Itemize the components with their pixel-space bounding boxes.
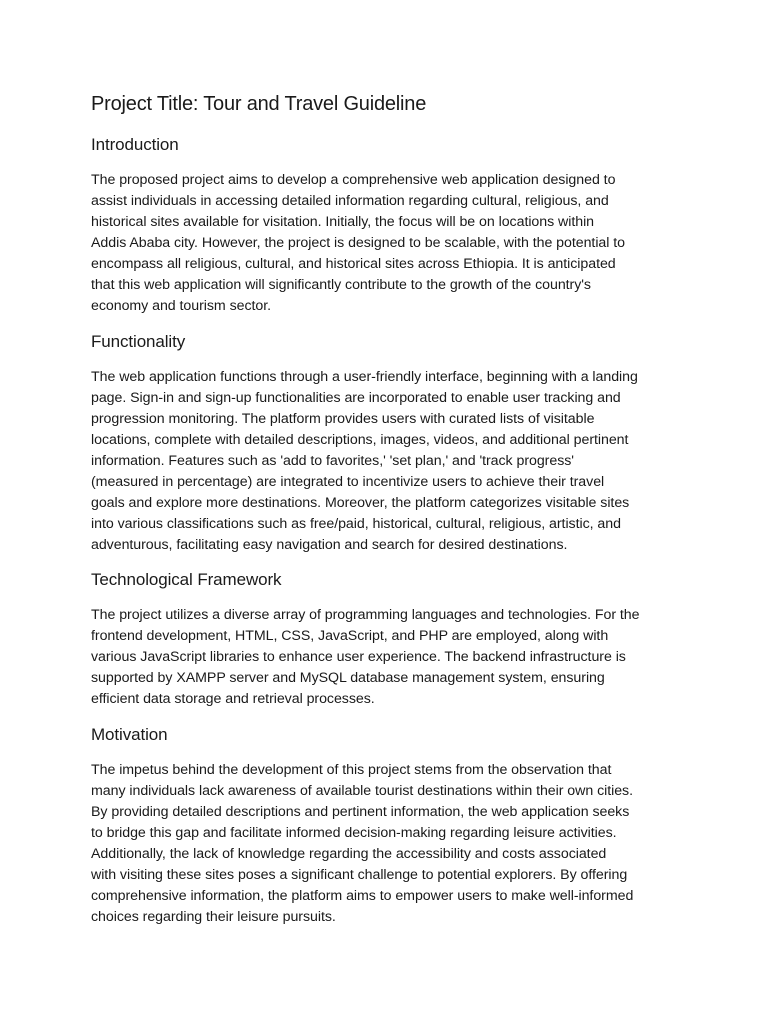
section-heading-technological-framework: Technological Framework	[91, 570, 282, 589]
paragraph-line: frontend development, HTML, CSS, JavaScript, and PHP are employed, along with	[91, 628, 609, 644]
paragraph-line: adventurous, facilitating easy navigation and search for desired destinations.	[91, 537, 568, 553]
paragraph-line: economy and tourism sector.	[91, 298, 272, 314]
paragraph-line: with visiting these sites poses a significant challenge to potential explorers. By offering	[91, 867, 628, 883]
paragraph-line: locations, complete with detailed descriptions, images, videos, and additional pertinent	[91, 432, 629, 448]
paragraph-line: goals and explore more destinations. Moreover, the platform categorizes visitable sites	[91, 495, 630, 511]
paragraph-line: comprehensive information, the platform aims to empower users to make well-informed	[91, 888, 634, 904]
paragraph-line: historical sites available for visitation. Initially, the focus will be on locations within	[91, 214, 595, 230]
section-body-motivation	[91, 760, 691, 928]
paragraph-line: supported by XAMPP server and MySQL database management system, ensuring	[91, 670, 605, 686]
paragraph-line: (measured in percentage) are integrated to incentivize users to achieve their travel	[91, 474, 605, 490]
paragraph-line: Additionally, the lack of knowledge regarding the accessibility and costs associated	[91, 846, 607, 862]
paragraph-line: choices regarding their leisure pursuits.	[91, 909, 336, 925]
paragraph-line: Addis Ababa city. However, the project is designed to be scalable, with the potential to	[91, 235, 625, 251]
paragraph-line: page. Sign-in and sign-up functionalities are incorporated to enable user tracking and	[91, 390, 621, 406]
paragraph-line: information. Features such as 'add to favorites,' 'set plan,' and 'track progress'	[91, 453, 574, 469]
paragraph-line: The project utilizes a diverse array of programming languages and technologies. For the	[91, 607, 640, 623]
paragraph-line: By providing detailed descriptions and pertinent information, the web application seeks	[91, 804, 630, 820]
section-body-technological-framework	[91, 605, 691, 710]
paragraph-line: efficient data storage and retrieval processes.	[91, 691, 375, 707]
paragraph-line: various JavaScript libraries to enhance user experience. The backend infrastructure is	[91, 649, 626, 665]
paragraph-line: assist individuals in accessing detailed information regarding cultural, religious, and	[91, 193, 609, 209]
paragraph-line: that this web application will significantly contribute to the growth of the country's	[91, 277, 591, 293]
paragraph-line: The proposed project aims to develop a comprehensive web application designed to	[91, 172, 616, 188]
section-heading-motivation: Motivation	[91, 725, 168, 744]
paragraph-line: to bridge this gap and facilitate informed decision-making regarding leisure activities.	[91, 825, 617, 841]
paragraph-line: The web application functions through a user-friendly interface, beginning with a landing	[91, 369, 638, 385]
section-body-introduction	[91, 170, 691, 317]
paragraph-line: encompass all religious, cultural, and historical sites across Ethiopia. It is anticipated	[91, 256, 616, 272]
paragraph-line: The impetus behind the development of this project stems from the observation that	[91, 762, 612, 778]
section-heading-introduction: Introduction	[91, 135, 179, 154]
page-title: Project Title: Tour and Travel Guideline	[91, 93, 427, 115]
paragraph-line: into various classifications such as free/paid, historical, cultural, religious, artistic, and	[91, 516, 621, 532]
paragraph-line: progression monitoring. The platform provides users with curated lists of visitable	[91, 411, 595, 427]
paragraph-line: many individuals lack awareness of available tourist destinations within their own cities.	[91, 783, 633, 799]
section-body-functionality	[91, 367, 691, 556]
section-heading-functionality: Functionality	[91, 332, 186, 351]
